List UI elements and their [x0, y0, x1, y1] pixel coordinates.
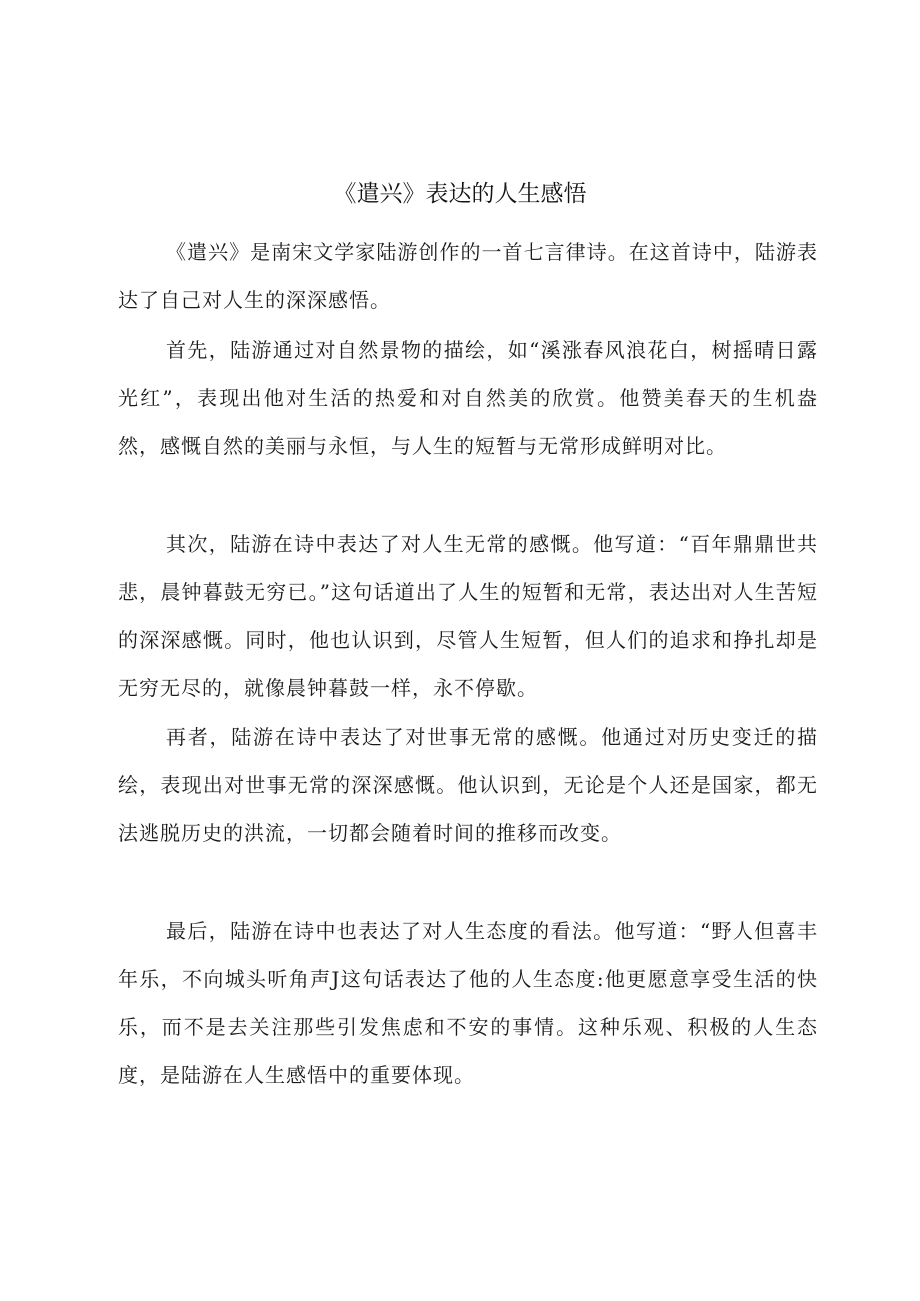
paragraph-second: 其次，陆游在诗中表达了对人生无常的感慨。他写道：“百年鼎鼎世共悲，晨钟暮鼓无穷已。”这句话道出了人生的短暂和无常，表达出对人生苦短的深深感慨。同时，他也认识到，尽管人生短暂，但人们的追求和挣扎却是无穷无尽的，就像晨钟暮鼓一样，永不停歇。 [118, 532, 818, 700]
paragraph-final: 最后，陆游在诗中也表达了对人生态度的看法。他写道：“野人但喜丰年乐，不向城头听角声J这句话表达了他的人生态度:他更愿意享受生活的快乐，而不是去关注那些引发焦虑和不安的事情。这种乐观、积极的人生态度，是陆游在人生感悟中的重要体现。 [118, 919, 818, 1087]
paragraph-intro: 《遣兴》是南宋文学家陆游创作的一首七言律诗。在这首诗中，陆游表达了自己对人生的深深感悟。 [118, 240, 818, 312]
paragraph-third: 再者，陆游在诗中表达了对世事无常的感慨。他通过对历史变迁的描绘，表现出对世事无常的深深感慨。他认识到，无论是个人还是国家，都无法逃脱历史的洪流，一切都会随着时间的推移而改变。 [118, 725, 818, 845]
document-title: 《遣兴》表达的人生感悟 [333, 181, 587, 207]
paragraph-first: 首先，陆游通过对自然景物的描绘，如“溪涨春风浪花白，树摇晴日露光红”，表现出他对生活的热爱和对自然美的欣赏。他赞美春天的生机盎然，感慨自然的美丽与永恒，与人生的短暂与无常形成鲜明对比。 [118, 338, 818, 458]
